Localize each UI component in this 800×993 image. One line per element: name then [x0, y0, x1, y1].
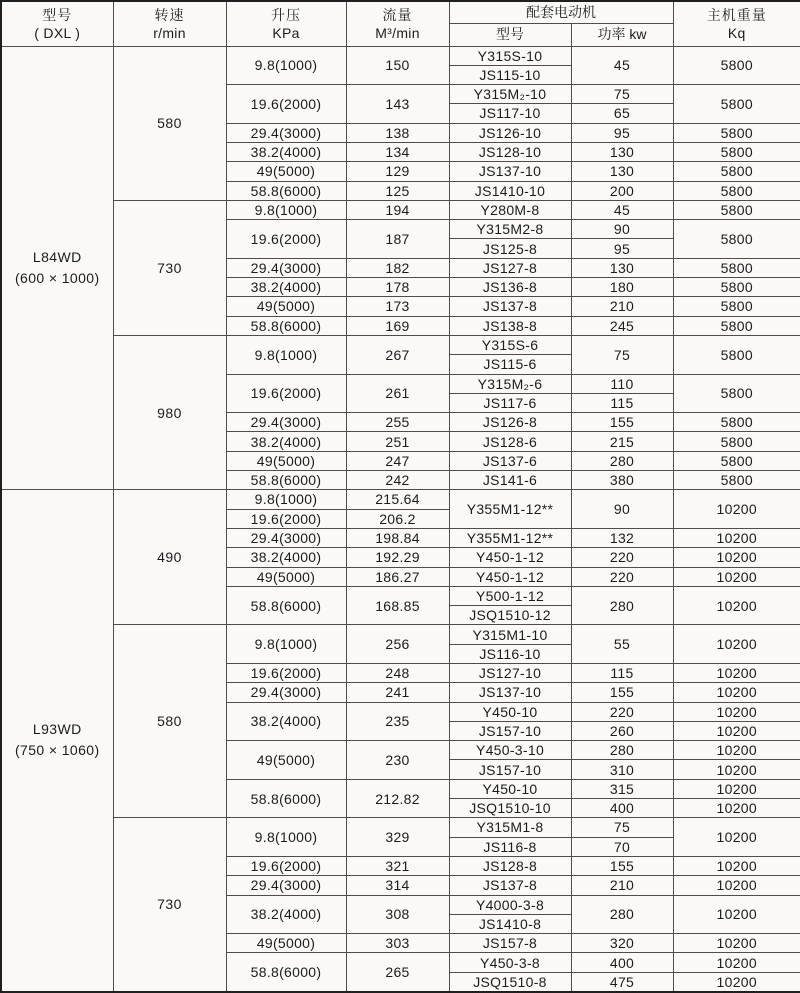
- cell-weight: 10200: [673, 953, 800, 972]
- cell-weight: 5800: [673, 162, 800, 181]
- cell-flow: 125: [346, 181, 449, 200]
- cell-flow: 150: [346, 46, 449, 85]
- cell-weight: 5800: [673, 85, 800, 124]
- cell-power: 280: [571, 451, 673, 470]
- cell-speed: 730: [113, 200, 226, 335]
- cell-motor: JSQ1510-12: [449, 606, 571, 625]
- cell-motor: JS1410-10: [449, 181, 571, 200]
- cell-weight: 10200: [673, 856, 800, 875]
- cell-power: 200: [571, 181, 673, 200]
- cell-power: 210: [571, 297, 673, 316]
- header-motor-power: 功率 kw: [571, 23, 673, 46]
- cell-power: 320: [571, 934, 673, 953]
- cell-flow: 329: [346, 818, 449, 857]
- cell-pressure: 9.8(1000): [226, 490, 346, 509]
- cell-motor: JS138-8: [449, 316, 571, 335]
- table-row: [1, 625, 800, 644]
- cell-weight: 5800: [673, 258, 800, 277]
- cell-motor: JS127-8: [449, 258, 571, 277]
- cell-motor: JS126-8: [449, 413, 571, 432]
- cell-flow: 251: [346, 432, 449, 451]
- cell-motor: JS115-6: [449, 355, 571, 374]
- cell-speed: 980: [113, 335, 226, 489]
- cell-power: 45: [571, 46, 673, 85]
- cell-pressure: 9.8(1000): [226, 46, 346, 85]
- cell-pressure: 38.2(4000): [226, 895, 346, 934]
- cell-flow: 308: [346, 895, 449, 934]
- cell-power: 132: [571, 528, 673, 547]
- cell-flow: 242: [346, 471, 449, 490]
- cell-flow: 182: [346, 258, 449, 277]
- cell-power: 130: [571, 142, 673, 161]
- cell-motor: Y450-3-8: [449, 953, 571, 972]
- cell-motor: JS137-10: [449, 162, 571, 181]
- cell-motor: JS141-6: [449, 471, 571, 490]
- cell-speed: 490: [113, 490, 226, 625]
- cell-pressure: 9.8(1000): [226, 335, 346, 374]
- cell-weight: 10200: [673, 972, 800, 991]
- cell-flow: 206.2: [346, 509, 449, 528]
- cell-flow: 194: [346, 200, 449, 219]
- header-pressure-unit: KPa: [227, 25, 346, 41]
- cell-motor: Y315S-6: [449, 335, 571, 354]
- cell-weight: 5800: [673, 413, 800, 432]
- cell-motor: Y315M1-8: [449, 818, 571, 837]
- cell-weight: 10200: [673, 586, 800, 625]
- cell-power: 155: [571, 856, 673, 875]
- cell-flow: 247: [346, 451, 449, 470]
- cell-weight: 10200: [673, 664, 800, 683]
- cell-weight: 10200: [673, 528, 800, 547]
- cell-power: 215: [571, 432, 673, 451]
- cell-motor: Y450-1-12: [449, 548, 571, 567]
- cell-weight: 10200: [673, 721, 800, 740]
- cell-motor: Y450-10: [449, 702, 571, 721]
- cell-pressure: 49(5000): [226, 741, 346, 780]
- cell-power: 260: [571, 721, 673, 740]
- cell-flow: 215.64: [346, 490, 449, 509]
- cell-motor: JS136-8: [449, 278, 571, 297]
- cell-flow: 230: [346, 741, 449, 780]
- cell-pressure: 29.4(3000): [226, 876, 346, 895]
- cell-pressure: 58.8(6000): [226, 779, 346, 818]
- cell-motor: JS137-8: [449, 297, 571, 316]
- cell-power: 130: [571, 162, 673, 181]
- cell-flow: 187: [346, 220, 449, 259]
- cell-pressure: 58.8(6000): [226, 471, 346, 490]
- header-pressure: [226, 1, 346, 46]
- cell-pressure: 49(5000): [226, 451, 346, 470]
- cell-power: 155: [571, 413, 673, 432]
- cell-motor: Y355M1-12**: [449, 528, 571, 547]
- cell-pressure: 29.4(3000): [226, 528, 346, 547]
- cell-motor: Y450-1-12: [449, 567, 571, 586]
- cell-power: 55: [571, 625, 673, 664]
- spec-table-header: [1, 1, 800, 46]
- cell-flow: 235: [346, 702, 449, 741]
- cell-motor: JS127-10: [449, 664, 571, 683]
- cell-power: 280: [571, 586, 673, 625]
- cell-weight: 5800: [673, 432, 800, 451]
- cell-pressure: 38.2(4000): [226, 432, 346, 451]
- cell-speed: 730: [113, 818, 226, 992]
- cell-power: 90: [571, 490, 673, 529]
- cell-flow: 168.85: [346, 586, 449, 625]
- cell-flow: 248: [346, 664, 449, 683]
- cell-power: 380: [571, 471, 673, 490]
- cell-motor: JS137-10: [449, 683, 571, 702]
- cell-speed: 580: [113, 46, 226, 200]
- cell-pressure: 19.6(2000): [226, 85, 346, 124]
- cell-speed: 580: [113, 625, 226, 818]
- cell-pressure: 9.8(1000): [226, 200, 346, 219]
- header-model-title: 型号: [2, 7, 113, 23]
- cell-weight: 5800: [673, 335, 800, 374]
- cell-motor: Y315M₂-10: [449, 85, 571, 104]
- cell-motor: JS116-8: [449, 837, 571, 856]
- cell-motor: JS115-10: [449, 65, 571, 84]
- cell-weight: 10200: [673, 895, 800, 934]
- table-row: [1, 335, 800, 354]
- cell-power: 95: [571, 123, 673, 142]
- table-row: [1, 818, 800, 837]
- cell-weight: 10200: [673, 760, 800, 779]
- header-flow-title: 流量: [347, 7, 449, 23]
- cell-motor: Y355M1-12**: [449, 490, 571, 529]
- cell-flow: 241: [346, 683, 449, 702]
- cell-weight: 5800: [673, 278, 800, 297]
- cell-motor: JS126-10: [449, 123, 571, 142]
- cell-flow: 178: [346, 278, 449, 297]
- cell-power: 110: [571, 374, 673, 393]
- cell-weight: 10200: [673, 799, 800, 818]
- cell-flow: 212.82: [346, 779, 449, 818]
- header-model: [1, 1, 113, 46]
- cell-motor: JS137-6: [449, 451, 571, 470]
- cell-pressure: 58.8(6000): [226, 586, 346, 625]
- cell-motor: JS125-8: [449, 239, 571, 258]
- cell-power: 400: [571, 799, 673, 818]
- cell-pressure: 29.4(3000): [226, 258, 346, 277]
- cell-pressure: 49(5000): [226, 934, 346, 953]
- cell-power: 115: [571, 393, 673, 412]
- cell-power: 70: [571, 837, 673, 856]
- spec-table-body: [1, 46, 800, 992]
- table-row: [1, 46, 800, 65]
- cell-pressure: 58.8(6000): [226, 316, 346, 335]
- cell-power: 115: [571, 664, 673, 683]
- header-pressure-title: 升压: [227, 7, 346, 23]
- cell-motor: Y315M1-10: [449, 625, 571, 644]
- cell-power: 95: [571, 239, 673, 258]
- cell-pressure: 38.2(4000): [226, 702, 346, 741]
- header-speed: [113, 1, 226, 46]
- header-weight: [673, 1, 800, 46]
- cell-pressure: 9.8(1000): [226, 818, 346, 857]
- cell-weight: 10200: [673, 934, 800, 953]
- cell-flow: 265: [346, 953, 449, 992]
- cell-weight: 10200: [673, 779, 800, 798]
- cell-flow: 134: [346, 142, 449, 161]
- cell-motor: JS157-10: [449, 721, 571, 740]
- cell-motor: Y315S-10: [449, 46, 571, 65]
- cell-flow: 169: [346, 316, 449, 335]
- cell-motor: JS117-6: [449, 393, 571, 412]
- cell-pressure: 58.8(6000): [226, 181, 346, 200]
- cell-power: 45: [571, 200, 673, 219]
- cell-weight: 10200: [673, 625, 800, 664]
- cell-flow: 192.29: [346, 548, 449, 567]
- cell-motor: JSQ1510-8: [449, 972, 571, 991]
- cell-weight: 5800: [673, 451, 800, 470]
- cell-motor: Y450-3-10: [449, 741, 571, 760]
- header-motor-model: 型号: [449, 23, 571, 46]
- header-weight-unit: Kq: [674, 25, 800, 41]
- cell-model: L93WD (750 × 1060): [1, 490, 113, 992]
- header-speed-unit: r/min: [114, 25, 226, 41]
- cell-pressure: 49(5000): [226, 297, 346, 316]
- cell-pressure: 19.6(2000): [226, 220, 346, 259]
- cell-pressure: 9.8(1000): [226, 625, 346, 664]
- cell-motor: JS128-8: [449, 856, 571, 875]
- header-model-unit: ( DXL ): [2, 25, 113, 41]
- cell-flow: 186.27: [346, 567, 449, 586]
- cell-power: 400: [571, 953, 673, 972]
- cell-motor: JS128-6: [449, 432, 571, 451]
- cell-flow: 256: [346, 625, 449, 664]
- cell-power: 65: [571, 104, 673, 123]
- cell-motor: JS117-10: [449, 104, 571, 123]
- cell-motor: Y280M-8: [449, 200, 571, 219]
- header-flow-unit: M³/min: [347, 25, 449, 41]
- cell-weight: 10200: [673, 818, 800, 857]
- cell-power: 280: [571, 895, 673, 934]
- cell-power: 475: [571, 972, 673, 991]
- cell-flow: 261: [346, 374, 449, 413]
- cell-motor: Y450-10: [449, 779, 571, 798]
- table-row: [1, 200, 800, 219]
- cell-weight: 5800: [673, 200, 800, 219]
- cell-power: 90: [571, 220, 673, 239]
- cell-pressure: 19.6(2000): [226, 856, 346, 875]
- cell-motor: JS1410-8: [449, 914, 571, 933]
- cell-motor: JS157-10: [449, 760, 571, 779]
- cell-motor: JSQ1510-10: [449, 799, 571, 818]
- cell-weight: 5800: [673, 471, 800, 490]
- cell-pressure: 38.2(4000): [226, 278, 346, 297]
- table-row: [1, 490, 800, 509]
- cell-weight: 5800: [673, 181, 800, 200]
- cell-weight: 10200: [673, 567, 800, 586]
- cell-power: 220: [571, 702, 673, 721]
- cell-flow: 173: [346, 297, 449, 316]
- cell-power: 220: [571, 548, 673, 567]
- cell-motor: JS157-8: [449, 934, 571, 953]
- cell-flow: 129: [346, 162, 449, 181]
- cell-motor: JS137-8: [449, 876, 571, 895]
- cell-flow: 255: [346, 413, 449, 432]
- cell-flow: 267: [346, 335, 449, 374]
- cell-power: 310: [571, 760, 673, 779]
- cell-pressure: 29.4(3000): [226, 413, 346, 432]
- cell-flow: 143: [346, 85, 449, 124]
- cell-power: 210: [571, 876, 673, 895]
- cell-power: 245: [571, 316, 673, 335]
- cell-pressure: 19.6(2000): [226, 374, 346, 413]
- cell-weight: 10200: [673, 490, 800, 529]
- cell-weight: 5800: [673, 142, 800, 161]
- cell-pressure: 29.4(3000): [226, 683, 346, 702]
- cell-motor: Y315M₂-6: [449, 374, 571, 393]
- cell-weight: 5800: [673, 220, 800, 259]
- cell-power: 155: [571, 683, 673, 702]
- cell-power: 280: [571, 741, 673, 760]
- cell-power: 315: [571, 779, 673, 798]
- cell-flow: 138: [346, 123, 449, 142]
- cell-power: 75: [571, 85, 673, 104]
- header-weight-title: 主机重量: [674, 7, 800, 23]
- cell-power: 130: [571, 258, 673, 277]
- cell-pressure: 19.6(2000): [226, 509, 346, 528]
- header-speed-title: 转速: [114, 7, 226, 23]
- cell-weight: 5800: [673, 297, 800, 316]
- cell-pressure: 38.2(4000): [226, 142, 346, 161]
- cell-weight: 10200: [673, 548, 800, 567]
- cell-weight: 10200: [673, 683, 800, 702]
- cell-weight: 5800: [673, 316, 800, 335]
- header-flow: [346, 1, 449, 46]
- cell-power: 180: [571, 278, 673, 297]
- cell-motor: JS128-10: [449, 142, 571, 161]
- cell-flow: 198.84: [346, 528, 449, 547]
- cell-pressure: 38.2(4000): [226, 548, 346, 567]
- cell-pressure: 58.8(6000): [226, 953, 346, 992]
- cell-flow: 314: [346, 876, 449, 895]
- cell-pressure: 19.6(2000): [226, 664, 346, 683]
- cell-motor: JS116-10: [449, 644, 571, 663]
- cell-weight: 5800: [673, 46, 800, 85]
- cell-motor: Y500-1-12: [449, 586, 571, 605]
- cell-motor: Y315M2-8: [449, 220, 571, 239]
- cell-pressure: 49(5000): [226, 162, 346, 181]
- cell-pressure: 29.4(3000): [226, 123, 346, 142]
- cell-weight: 10200: [673, 741, 800, 760]
- cell-model: L84WD (600 × 1000): [1, 46, 113, 490]
- cell-flow: 321: [346, 856, 449, 875]
- header-motor-group: 配套电动机: [449, 1, 673, 23]
- cell-weight: 10200: [673, 876, 800, 895]
- cell-flow: 303: [346, 934, 449, 953]
- cell-power: 75: [571, 818, 673, 837]
- cell-motor: Y4000-3-8: [449, 895, 571, 914]
- cell-weight: 10200: [673, 702, 800, 721]
- cell-weight: 5800: [673, 374, 800, 413]
- cell-power: 75: [571, 335, 673, 374]
- cell-pressure: 49(5000): [226, 567, 346, 586]
- cell-power: 220: [571, 567, 673, 586]
- cell-weight: 5800: [673, 123, 800, 142]
